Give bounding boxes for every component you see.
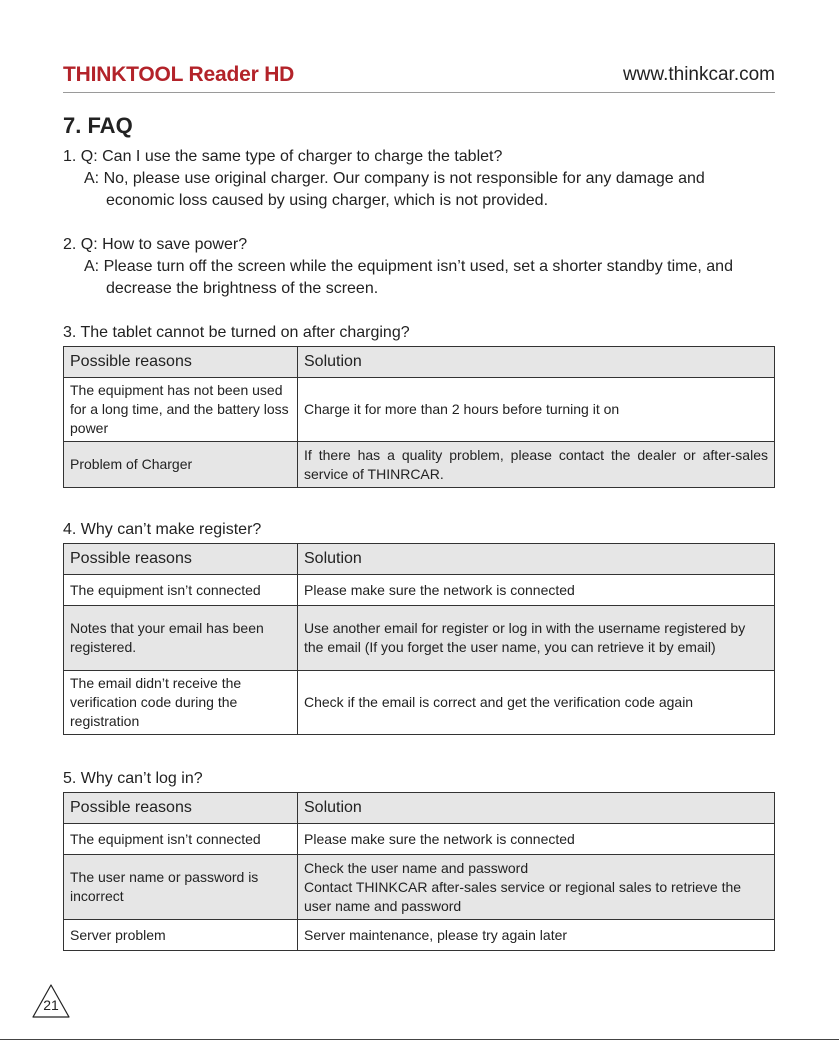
troubleshoot-table-charging	[63, 346, 775, 488]
solution-cell: Charge it for more than 2 hours before turning it on	[298, 378, 775, 442]
solution-cell: Check if the email is correct and get the verification code again	[298, 671, 775, 735]
reason-cell: The equipment isn’t connected	[64, 824, 298, 855]
troubleshoot-table-login	[63, 792, 775, 951]
faq-answer: A: No, please use original charger. Our company is not responsible for any damage and economic loss caused by using charger, which is not provided.	[84, 170, 705, 209]
reason-cell: The equipment isn’t connected	[64, 575, 298, 606]
table-row	[64, 855, 775, 920]
table-header-row	[64, 793, 775, 824]
reason-cell: The equipment has not been used for a long time, and the battery loss power	[64, 378, 298, 442]
faq-answer: A: Please turn off the screen while the equipment isn’t used, set a shorter standby time, and decrease the brightness of the screen.	[84, 258, 733, 297]
solution-cell: Please make sure the network is connected	[298, 575, 775, 606]
solution-cell: Server maintenance, please try again later	[298, 920, 775, 951]
table-row	[64, 824, 775, 855]
faq-item-1	[63, 146, 775, 212]
table-row	[64, 606, 775, 671]
header-cell: Solution	[298, 347, 775, 378]
header-cell: Possible reasons	[64, 793, 298, 824]
table-title: 3. The tablet cannot be turned on after charging?	[63, 324, 410, 341]
header-cell: Possible reasons	[64, 347, 298, 378]
faq-item-2	[63, 234, 775, 300]
solution-line: Contact THINKCAR after-sales service or regional sales to retrieve the user name and password	[304, 878, 742, 914]
reason-cell: Problem of Charger	[64, 442, 298, 488]
brand-title: THINKTOOL Reader HD	[63, 63, 295, 86]
header-cell: Possible reasons	[64, 544, 298, 575]
footer-rule	[0, 1039, 839, 1040]
table-row	[64, 575, 775, 606]
solution-cell: Please make sure the network is connected	[298, 824, 775, 855]
reason-cell: The email didn’t receive the verification code during the registration	[64, 671, 298, 735]
section-heading: 7. FAQ	[63, 113, 133, 138]
reason-cell: The user name or password is incorrect	[64, 855, 298, 920]
table-row	[64, 442, 775, 488]
table-title: 5. Why can’t log in?	[63, 770, 203, 787]
faq-question: 1. Q: Can I use the same type of charger to charge the tablet?	[63, 148, 503, 165]
solution-line: Check the user name and password	[304, 859, 529, 876]
header-cell: Solution	[298, 544, 775, 575]
troubleshoot-table-register	[63, 543, 775, 735]
table-header-row	[64, 347, 775, 378]
header-cell: Solution	[298, 793, 775, 824]
table-header-row	[64, 544, 775, 575]
faq-question: 2. Q: How to save power?	[63, 236, 248, 253]
table-row	[64, 920, 775, 951]
table-row	[64, 671, 775, 735]
table-title: 4. Why can’t make register?	[63, 521, 262, 538]
page-number: 21	[43, 997, 59, 1013]
table-row	[64, 378, 775, 442]
page-header	[63, 62, 775, 93]
solution-cell: If there has a quality problem, please contact the dealer or after-sales service of THINRCAR.	[298, 442, 775, 488]
website-url: www.thinkcar.com	[622, 64, 775, 85]
page-number-badge	[31, 983, 71, 1019]
solution-cell: Use another email for register or log in with the username registered by the email (If you forget the user name, you can retrieve it by email)	[298, 606, 775, 671]
reason-cell: Notes that your email has been registered.	[64, 606, 298, 671]
solution-cell	[298, 855, 775, 920]
reason-cell: Server problem	[64, 920, 298, 951]
